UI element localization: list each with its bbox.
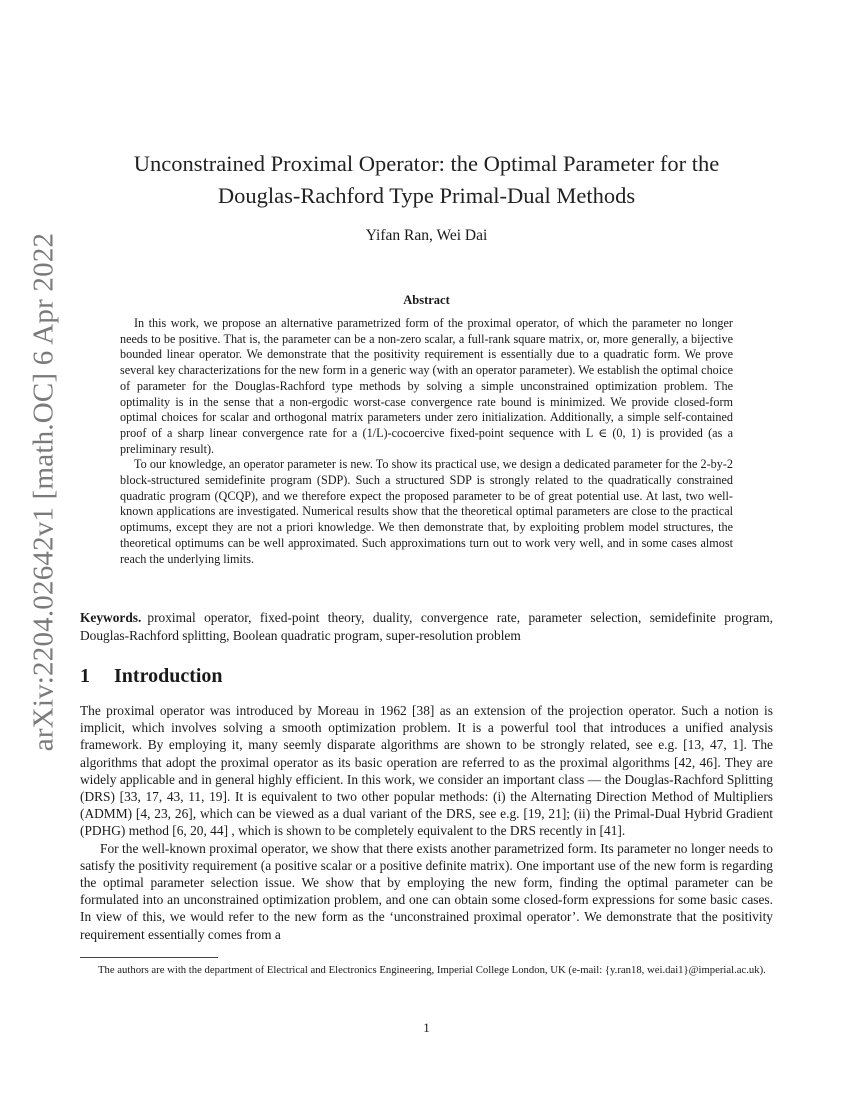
page-number: 1 xyxy=(423,1020,430,1035)
keywords xyxy=(80,609,773,644)
section-number: 1 xyxy=(80,665,90,687)
footnote: The authors are with the department of Electrical and Electronics Engineering, Imperial College London, UK (e-mail: {y.ran18, wei.dai1}@imperial.ac.uk). xyxy=(98,964,766,976)
keywords-text: proximal operator, fixed-point theory, duality, convergence rate, parameter selection, semidefinite program, Douglas-Rachford splitting, Boolean quadratic program, super-resolution problem xyxy=(80,610,773,643)
abstract-body xyxy=(120,316,733,567)
keywords-label: Keywords. xyxy=(80,610,142,625)
paper-title xyxy=(80,148,773,212)
intro-paragraph-1: The proximal operator was introduced by Moreau in 1962 [38] as an extension of the projection operator. Such a notion is implicit, which involves solving a smooth optimization problem. It is a powerful tool that introduces a unified analysis framework. By employing it, many seemly disparate algorithms are shown to be strongly related, see e.g. [13, 47, 1]. The algorithms that adopt the proximal operator as its basic operation are referred to as the proximal algorithms [42, 46]. They are widely applicable and in general highly efficient. In this work, we consider an important class — the Douglas-Rachford Splitting (DRS) [33, 17, 43, 11, 19]. It is equivalent to two other popular methods: (i) the Alternating Direction Method of Multipliers (ADMM) [4, 23, 26], which can be viewed as a dual variant of the DRS, see e.g. [19, 21]; (ii) the Primal-Dual Hybrid Gradient (PDHG) method [6, 20, 44] , which is shown to be completely equivalent to the DRS recently in [41]. xyxy=(80,703,773,839)
title-line-1: Unconstrained Proximal Operator: the Optimal Parameter for the xyxy=(133,151,720,176)
abstract-paragraph-1: In this work, we propose an alternative parametrized form of the proximal operator, of which the parameter no longer needs to be positive. That is, the parameter can be a non-zero scalar, a full-rank square matrix, or, more generally, a bijective bounded linear operator. We demonstrate that the positivity requirement is essentially due to a quadratic form. We prove several key characterizations for the new form in a generic way (with an operator parameter). We establish the optimal choice of parameter for the Douglas-Rachford type methods by solving a simple unconstrained optimization problem. The optimality is in the sense that a non-ergodic worst-case convergence rate bound is minimized. We provide closed-form optimal choices for scalar and orthogonal matrix parameters under zero initialization. Additionally, a simple self-contained proof of a sharp linear convergence rate for a (1/L)-cocoercive fixed-point sequence with L ∈ (0, 1) is provided (as a preliminary result). xyxy=(120,316,733,456)
intro-paragraph-2: For the well-known proximal operator, we show that there exists another parametrized form. Its parameter no longer needs to satisfy the positivity requirement (a positive scalar or a positive definite matrix). One important use of the new form is regarding the optimal parameter selection issue. We show that by employing the new form, finding the optimal parameter can be formulated into an unconstrained optimization problem, and one can obtain some closed-form expressions for some basic cases. In view of this, we would refer to the new form as the ‘unconstrained proximal operator’. We demonstrate that the positivity requirement essentially comes from a xyxy=(80,840,773,942)
abstract-paragraph-2: To our knowledge, an operator parameter is new. To show its practical use, we design a dedicated parameter for the 2-by-2 block-structured semidefinite program (SDP). Such a structured SDP is strongly related to the quadratically constrained quadratic program (QCQP), and we therefore expect the proposed parameter to be of great potential use. At last, two well-known applications are investigated. Numerical results show that the theoretical optimal parameters are close to the practical optimums, except they are not a priori knowledge. We then demonstrate that, by exploiting problem model structures, the theoretical optimums can be well approximated. Such approximations turn out to work very well, and in some cases almost reach the underlying limits. xyxy=(120,457,733,566)
section-title: Introduction xyxy=(114,665,223,687)
section-heading xyxy=(80,665,773,688)
arxiv-sidebar-stamp xyxy=(14,232,74,752)
arxiv-id: arXiv:2204.02642v1 [math.OC] 6 Apr 2022 xyxy=(27,232,60,752)
authors: Yifan Ran, Wei Dai xyxy=(365,227,488,244)
abstract-heading: Abstract xyxy=(403,293,450,307)
footnote-rule xyxy=(80,957,218,958)
title-line-2: Douglas-Rachford Type Primal-Dual Methods xyxy=(217,183,636,208)
introduction-body xyxy=(80,702,773,943)
